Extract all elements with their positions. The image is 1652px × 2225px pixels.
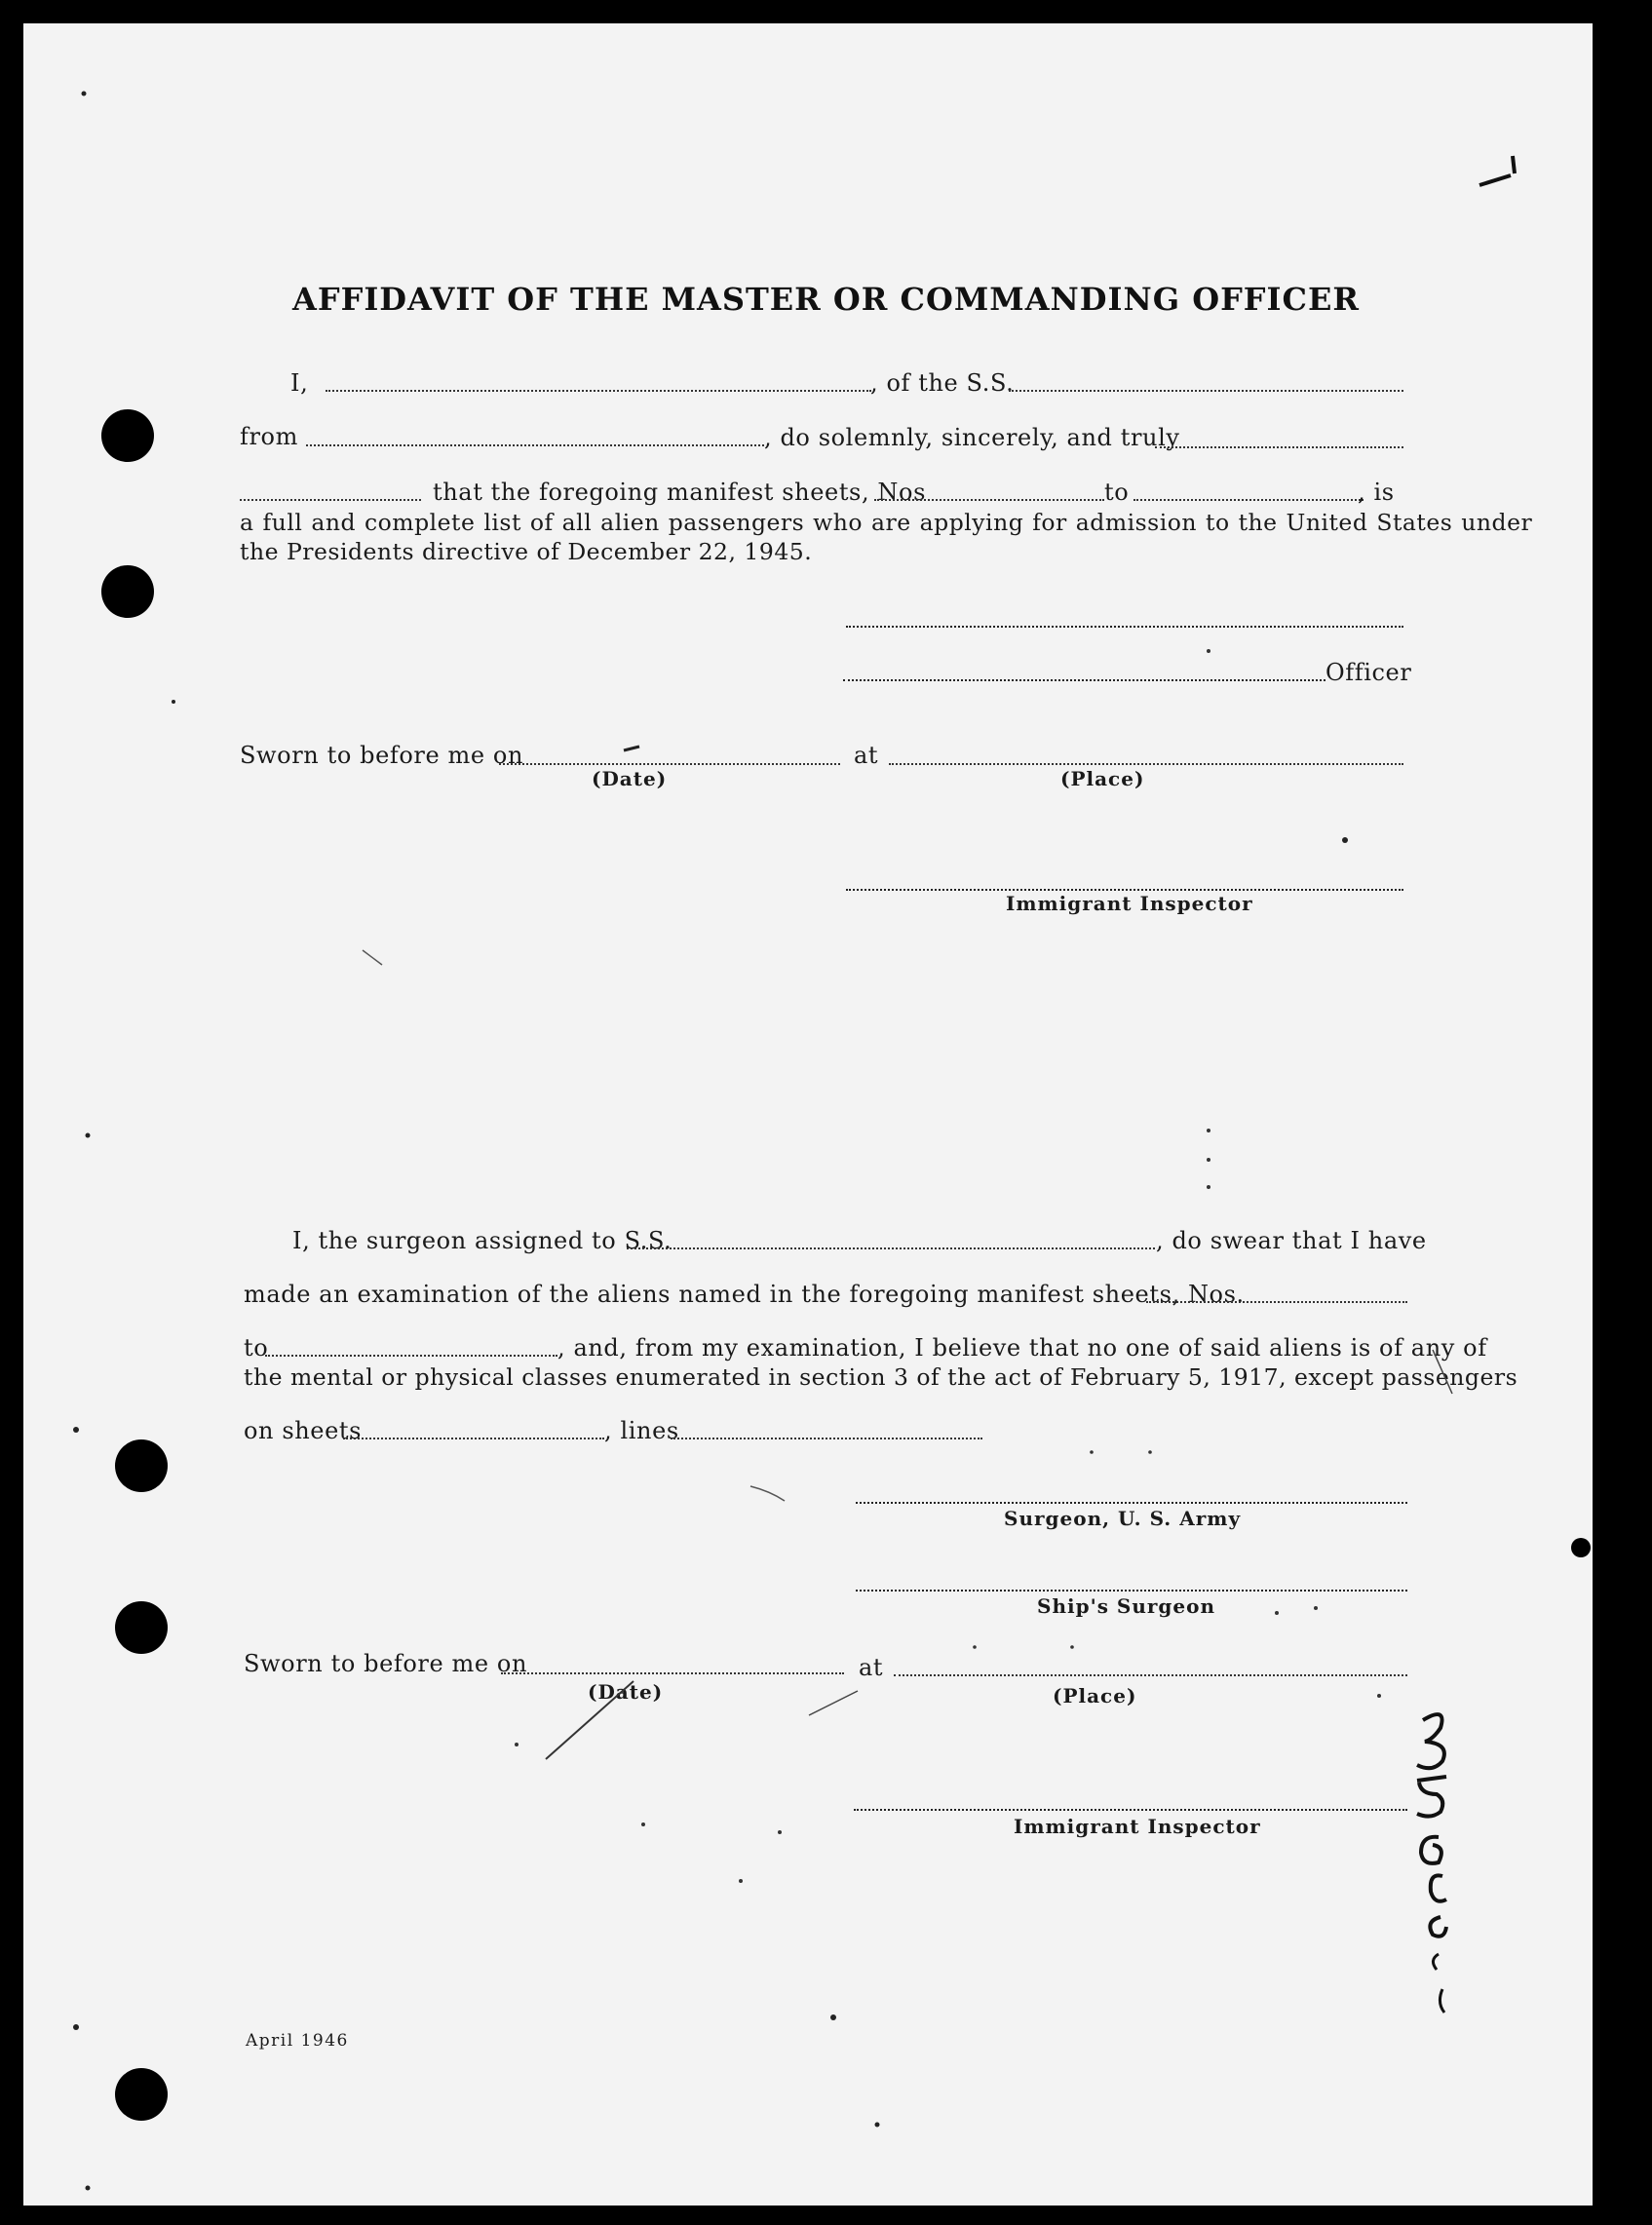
paragraph-line: a full and complete list of all alien passengers who are applying for admission to the United States under	[240, 509, 1533, 536]
label-to: to	[1104, 479, 1130, 506]
label-is: , is	[1358, 479, 1395, 506]
surgeon-label-1a: I, the surgeon assigned to S.S.	[292, 1227, 672, 1254]
paragraph-line: the mental or physical classes enumerated in section 3 of the act of February 5, 1917, except passengers	[244, 1363, 1518, 1391]
caption-army-surgeon: Surgeon, U. S. Army	[1004, 1507, 1242, 1530]
paragraph-line: the Presidents directive of December 22, 1945.	[240, 538, 813, 565]
label-i: I,	[290, 369, 309, 397]
caption-place-2: (Place)	[1053, 1684, 1137, 1707]
surgeon-label-3b: , and, from my examination, I believe that no one of said aliens is of any of	[557, 1334, 1487, 1362]
caption-date-2: (Date)	[588, 1680, 664, 1704]
label-at: at	[854, 742, 879, 769]
surgeon-label-2: made an examination of the aliens named in the foregoing manifest sheets, Nos.	[244, 1281, 1245, 1308]
form-title: AFFIDAVIT OF THE MASTER OR COMMANDING OFFICER	[292, 281, 1360, 318]
caption-date: (Date)	[592, 767, 668, 790]
caption-inspector-2: Immigrant Inspector	[1014, 1815, 1261, 1838]
surgeon-label-3a: to	[244, 1334, 269, 1362]
surgeon-label-at: at	[859, 1654, 884, 1681]
label-sworn: Sworn to before me on	[240, 742, 524, 769]
label-do-solemnly: , do solemnly, sincerely, and truly	[764, 424, 1180, 451]
caption-inspector: Immigrant Inspector	[1006, 892, 1253, 915]
footer-date: April 1946	[246, 2031, 349, 2051]
label-that-foregoing: that the foregoing manifest sheets, Nos	[433, 479, 927, 506]
label-officer: Officer	[1325, 659, 1412, 686]
surgeon-label-1b: , do swear that I have	[1156, 1227, 1427, 1254]
label-of-ss: , of the S.S.	[870, 369, 1015, 397]
caption-place: (Place)	[1060, 767, 1145, 790]
label-from: from	[240, 423, 298, 450]
surgeon-label-lines: , lines	[604, 1417, 679, 1444]
caption-ships-surgeon: Ship's Surgeon	[1037, 1594, 1216, 1618]
surgeon-label-on-sheets: on sheets	[244, 1417, 363, 1444]
surgeon-label-sworn: Sworn to before me on	[244, 1650, 528, 1677]
